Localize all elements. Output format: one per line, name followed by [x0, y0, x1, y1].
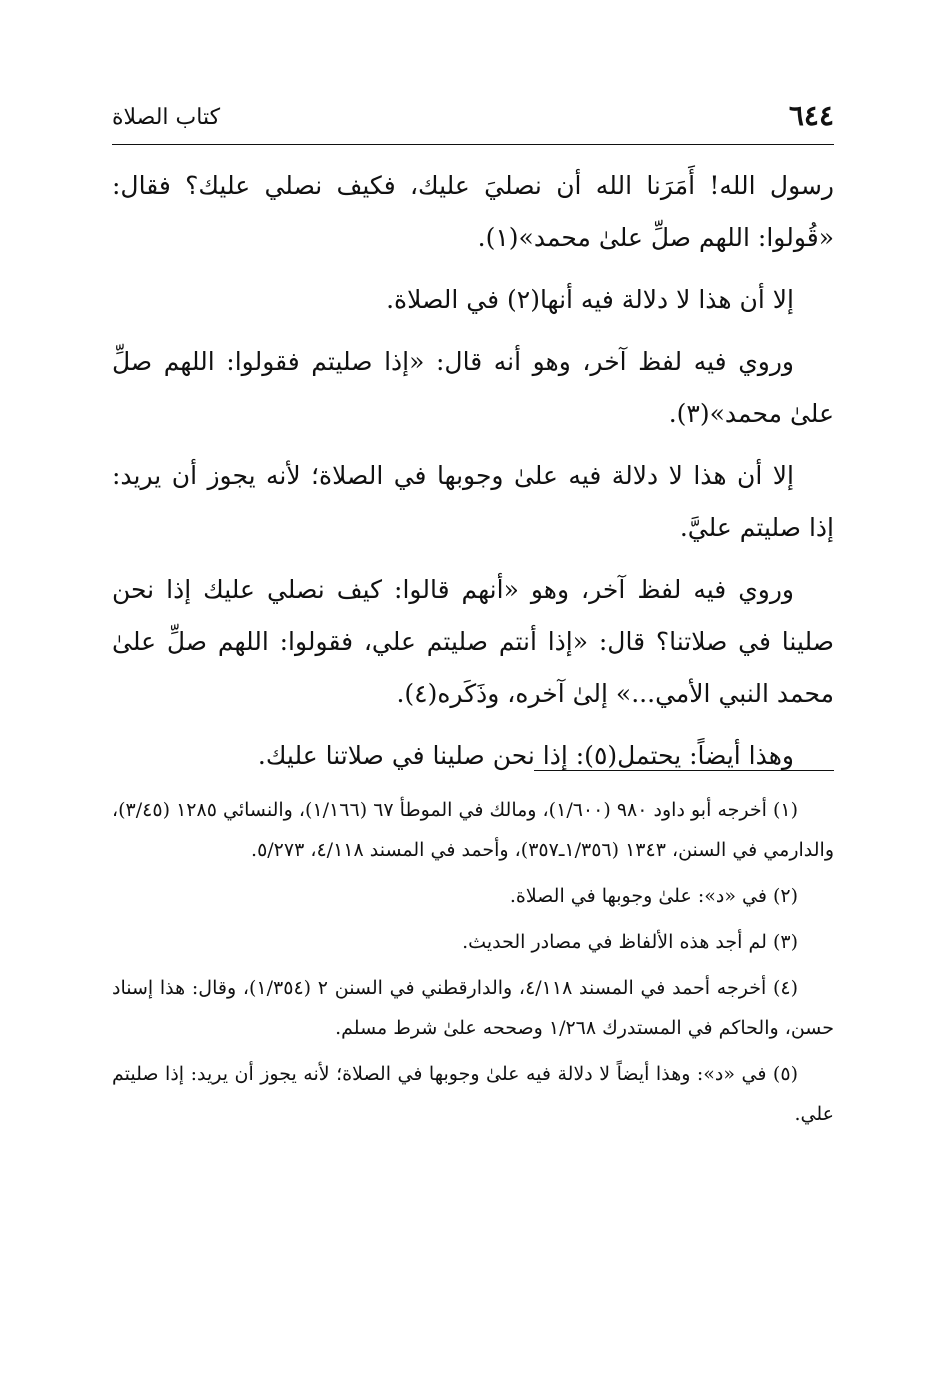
footnotes — [112, 790, 834, 1140]
main-paragraph: إلا أن هذا لا دلالة فيه علىٰ وجوبها في الصلاة؛ لأنه يجوز أن يريد: إذا صليتم عليَّ. — [112, 461, 834, 542]
footnote: (٥) في «د»: وهذا أيضاً لا دلالة فيه علىٰ وجوبها في الصلاة؛ لأنه يجوز أن يريد: إذا صليتم علي. — [112, 1063, 834, 1125]
footnote-separator — [534, 770, 834, 771]
page-header — [112, 96, 834, 145]
main-paragraph: وروي فيه لفظ آخر، وهو «أنهم قالوا: كيف نصلي عليك إذا نحن صلينا في صلاتنا؟ قال: «إذا أنتم صليتم علي، فقولوا: اللهم صلِّ علىٰ محمد النبي الأمي...» إلىٰ آخره، وذَكَره(٤). — [112, 575, 834, 708]
main-paragraph: وروي فيه لفظ آخر، وهو أنه قال: «إذا صليتم فقولوا: اللهم صلِّ علىٰ محمد»(٣). — [112, 347, 834, 428]
main-paragraph: إلا أن هذا لا دلالة فيه أنها(٢) في الصلاة. — [386, 285, 794, 314]
running-title: كتاب الصلاة — [112, 105, 221, 130]
page-number: ٦٤٤ — [788, 99, 834, 132]
footnote: (٣) لم أجد هذه الألفاظ في مصادر الحديث. — [462, 931, 798, 953]
footnote: (٢) في «د»: علىٰ وجوبها في الصلاة. — [509, 885, 798, 907]
main-paragraph: رسول الله! أَمَرَنا الله أن نصليَ عليك، فكيف نصلي عليك؟ فقال: «قُولوا: اللهم صلِّ علىٰ محمد»(١). — [112, 171, 834, 252]
footnote: (١) أخرجه أبو داود ٩٨٠ (١/٦٠٠)، ومالك في الموطأ ٦٧ (١/١٦٦)، والنسائي ١٢٨٥ (٣/٤٥)، والدارمي في السنن، ١٣٤٣ (١/٣٥٦ـ٣٥٧)، وأحمد في المسند ٤/١١٨، ٥/٢٧٣. — [112, 799, 834, 861]
main-text — [112, 160, 834, 792]
footnote: (٤) أخرجه أحمد في المسند ٤/١١٨، والدارقطني في السنن ٢ (١/٣٥٤)، وقال: هذا إسناد حسن، والحاكم في المستدرك ١/٢٦٨ وصححه علىٰ شرط مسلم. — [112, 977, 834, 1039]
main-paragraph: وهذا أيضاً: يحتمل(٥): إذا نحن صلينا في صلاتنا عليك. — [257, 741, 794, 770]
